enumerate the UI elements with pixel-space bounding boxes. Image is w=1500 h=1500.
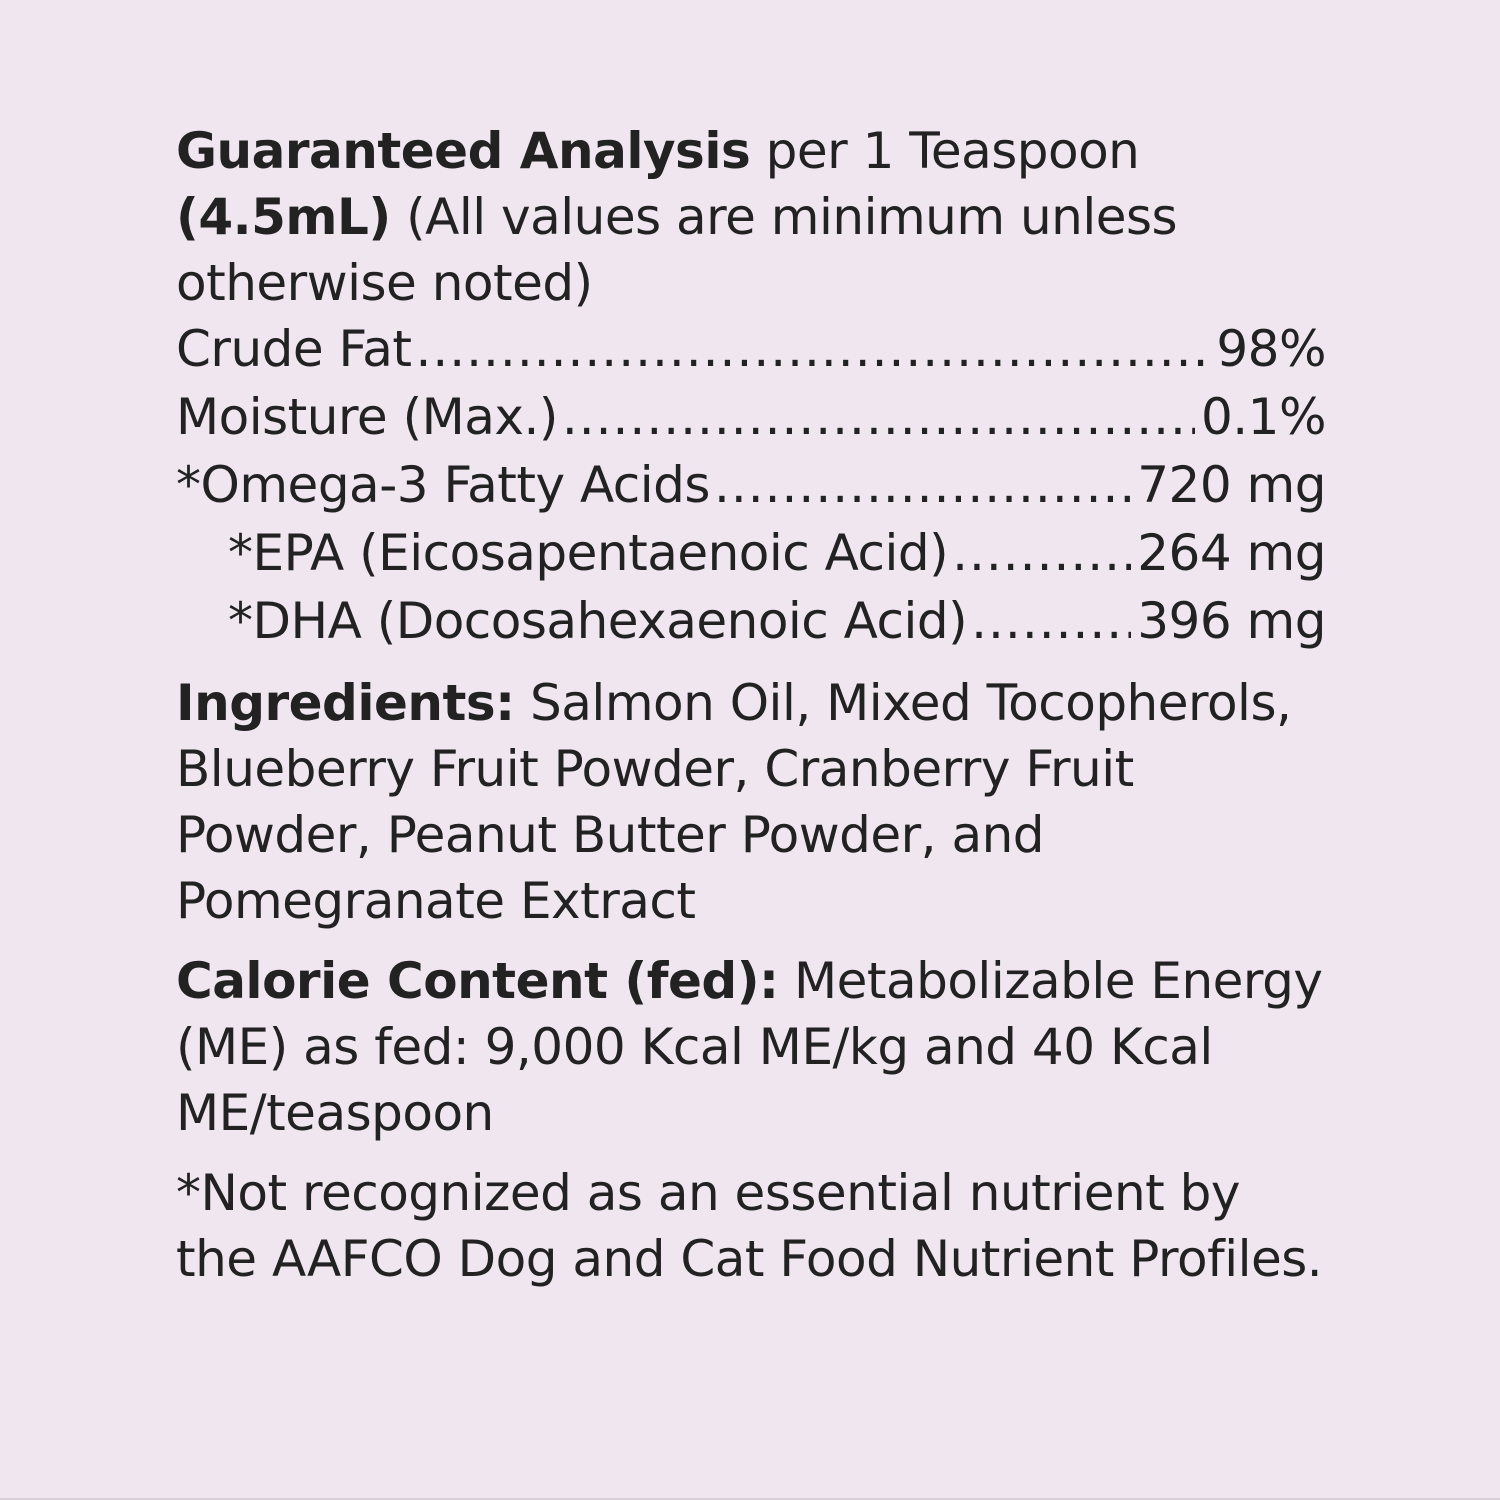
nutrient-value: 396 mg [1137,592,1326,650]
dot-leader [714,452,1131,518]
nutrient-name: *Omega-3 Fatty Acids [176,456,710,514]
calorie-content-label: Calorie Content (fed): [176,952,779,1010]
analysis-row-omega-3 [176,452,1326,520]
analysis-row-moisture [176,384,1326,452]
analysis-row-crude-fat [176,316,1326,384]
calorie-content-paragraph [176,948,1326,1146]
dot-leader [952,520,1131,586]
guaranteed-analysis-heading [176,118,1326,316]
analysis-note: (All values are minimum unless otherwise noted) [176,188,1178,312]
serving-volume: (4.5mL) [176,188,391,246]
guaranteed-analysis-title: Guaranteed Analysis [176,122,751,180]
serving-basis: per 1 Teaspoon [750,122,1140,180]
analysis-table [176,316,1326,656]
nutrient-name: *DHA (Docosahexaenoic Acid) [228,592,968,650]
nutrient-value: 264 mg [1137,524,1326,582]
analysis-row-dha [176,588,1326,656]
nutrient-name: *EPA (Eicosapentaenoic Acid) [228,524,949,582]
nutrient-value: 720 mg [1137,456,1326,514]
ingredients-paragraph [176,670,1326,934]
nutrient-name: Moisture (Max.) [176,388,558,446]
aafco-footnote: *Not recognized as an essential nutrient by the AAFCO Dog and Cat Food Nutrient Profiles. [176,1164,1323,1288]
analysis-row-epa [176,520,1326,588]
label-content [176,118,1326,1292]
ingredients-label: Ingredients: [176,674,515,732]
nutrient-name: Crude Fat [176,320,412,378]
dot-leader [562,384,1195,450]
nutrient-value: 0.1% [1200,388,1326,446]
ingredients-text: Salmon Oil, Mixed Tocopherols, Blueberry Fruit Powder, Cranberry Fruit Powder, Peanut Butter Powder, and Pomegranate Extract [176,674,1292,930]
dot-leader [971,588,1131,654]
nutrient-value: 98% [1216,320,1326,378]
calorie-content-text: Metabolizable Energy (ME) as fed: 9,000 Kcal ME/kg and 40 Kcal ME/teaspoon [176,952,1323,1142]
dot-leader [415,316,1210,382]
